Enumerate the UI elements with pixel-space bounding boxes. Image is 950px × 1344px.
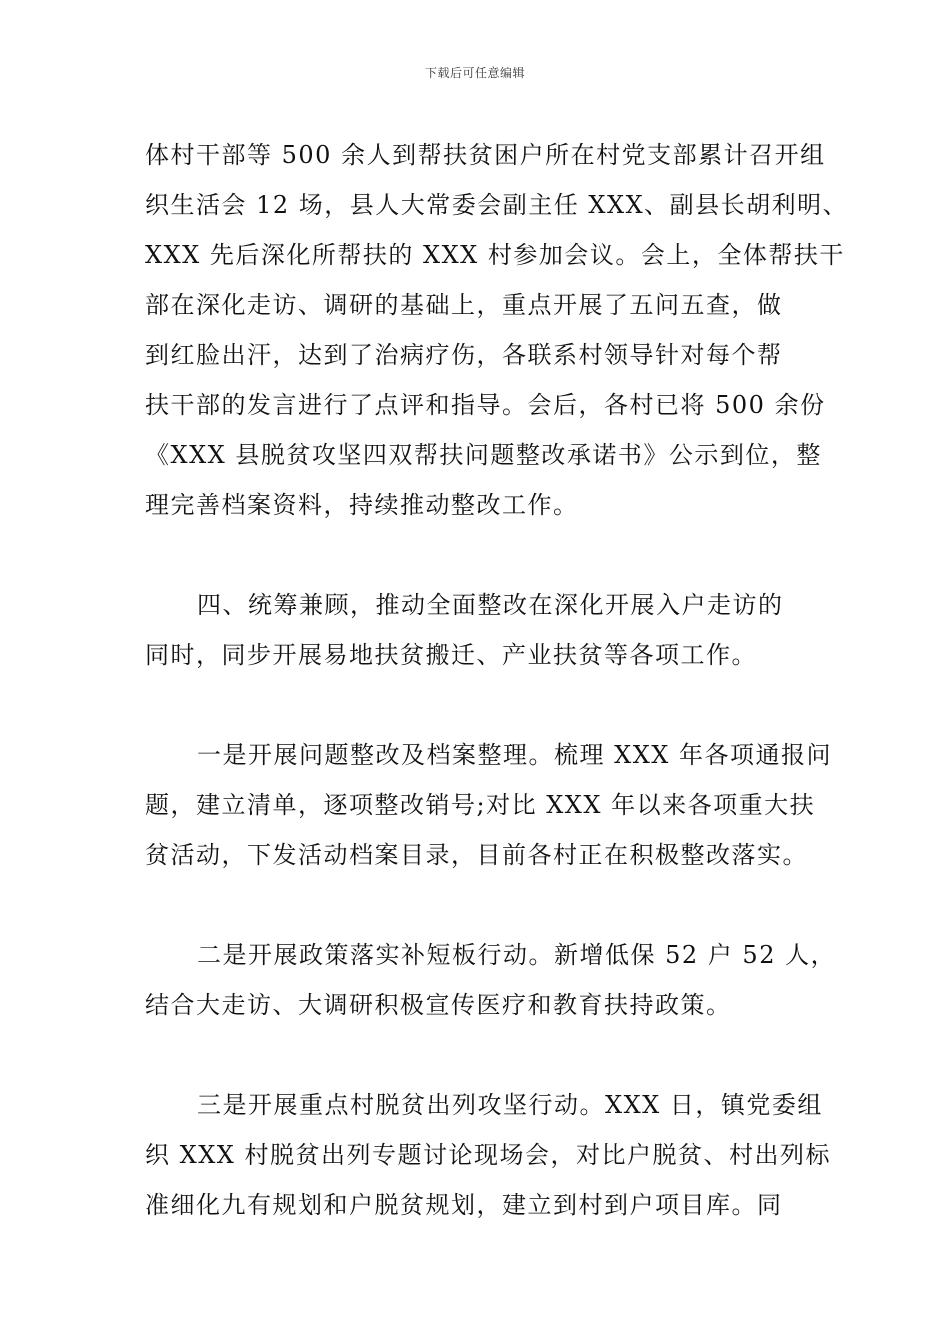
text-line: 三是开展重点村脱贫出列攻坚行动。XXX 日，镇党委组 [197, 1091, 823, 1119]
paragraph-spacer [145, 880, 813, 930]
text-line: 一是开展问题整改及档案整理。梳理 XXX 年各项通报问 [197, 741, 833, 769]
text-line: 二是开展政策落实补短板行动。新增低保 52 户 52 人， [197, 941, 837, 969]
text-line: XXX 先后深化所帮扶的 XXX 村参加会议。会上，全体帮扶干 [145, 241, 845, 269]
text-line: 体村干部等 500 余人到帮扶贫困户所在村党支部累计召开组 [145, 141, 826, 169]
text-line: 《XXX 县脱贫攻坚四双帮扶问题整改承诺书》公示到位，整 [145, 441, 822, 469]
text-line: 题，建立清单，逐项整改销号;对比 XXX 年以来各项重大扶 [145, 791, 816, 819]
paragraph-spacer [145, 680, 813, 730]
document-body [145, 130, 849, 1230]
paragraph-spacer [145, 1030, 813, 1080]
text-line: 理完善档案资料，持续推动整改工作。 [145, 491, 579, 519]
text-line: 织 XXX 村脱贫出列专题讨论现场会，对比户脱贫、村出列标 [145, 1141, 832, 1169]
page-header: 下载后可任意编辑 [424, 66, 525, 80]
paragraph-3 [145, 730, 833, 880]
text-line: 四、统筹兼顾，推动全面整改在深化开展入户走访的 [197, 591, 784, 619]
text-line: 结合大走访、大调研积极宣传医疗和教育扶持政策。 [145, 991, 732, 1019]
paragraph-4 [145, 930, 837, 1030]
text-line: 准细化九有规划和户脱贫规划，建立到村到户项目库。同 [145, 1191, 783, 1219]
paragraph-1 [145, 130, 849, 530]
text-line: 到红脸出汗，达到了治病疗伤，各联系村领导针对每个帮 [145, 341, 783, 369]
paragraph-2 [145, 580, 813, 680]
text-line: 部在深化走访、调研的基础上，重点开展了五问五查，做 [145, 291, 783, 319]
paragraph-spacer [145, 530, 813, 580]
paragraph-5 [145, 1080, 832, 1230]
text-line: 同时，同步开展易地扶贫搬迁、产业扶贫等各项工作。 [145, 641, 757, 669]
text-line: 贫活动，下发活动档案目录，目前各村正在积极整改落实。 [145, 841, 808, 869]
text-line: 扶干部的发言进行了点评和指导。会后，各村已将 500 余份 [145, 391, 826, 419]
text-line: 织生活会 12 场，县人大常委会副主任 XXX、副县长胡利明、 [145, 191, 849, 219]
